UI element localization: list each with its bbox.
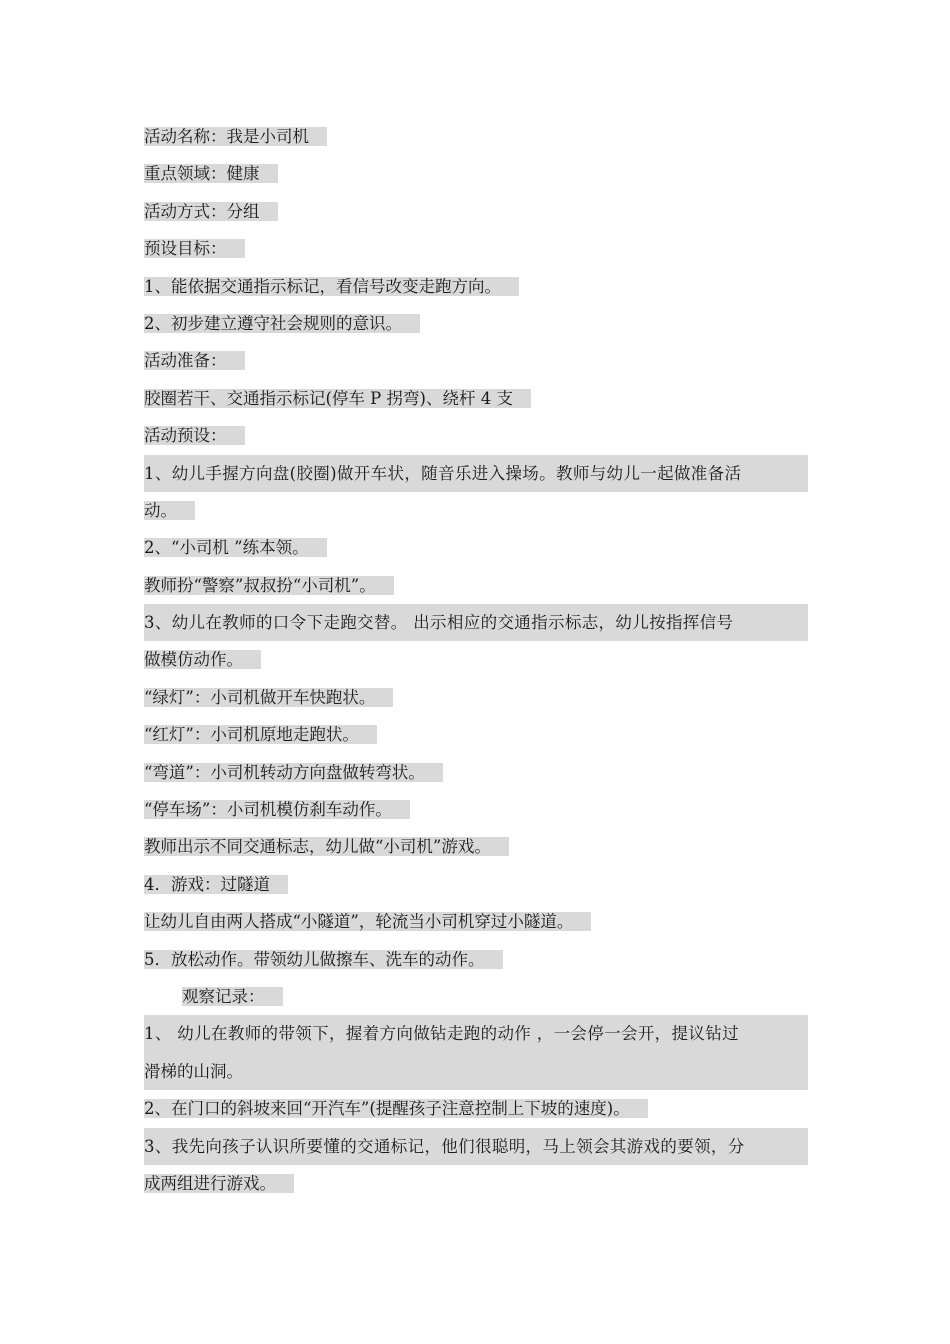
curve-line [144, 754, 808, 791]
step-3-text: 3、幼儿在教师的口令下走跑交替。 出示相应的交通指示标志，幼儿按指挥信号 [144, 604, 808, 641]
activity-name-line [144, 118, 808, 155]
procedure-heading-text: 活动预设： [144, 426, 245, 445]
goals-heading-line [144, 230, 808, 267]
observation-2-line [144, 1090, 808, 1127]
step-3-cont-text: 做模仿动作。 [144, 650, 261, 669]
green-light-text: “绿灯”：小司机做开车快跑状。 [144, 688, 393, 707]
step-1-cont-line [144, 492, 808, 529]
focus-area-text: 重点领域：健康 [144, 164, 278, 183]
observation-3-cont-text: 成两组进行游戏。 [144, 1174, 294, 1193]
procedure-heading-line [144, 417, 808, 454]
step-1-text: 1、幼儿手握方向盘(胶圈)做开车状，随音乐进入操场。教师与幼儿一起做准备活 [144, 455, 808, 492]
step-3-cont-line [144, 641, 808, 678]
observation-heading-text: 观察记录： [182, 987, 283, 1006]
parking-text: “停车场”：小司机模仿刹车动作。 [144, 800, 410, 819]
step-1-line [144, 455, 808, 492]
step-4-line [144, 866, 808, 903]
goal-1-text: 1、能依据交通指示标记，看信号改变走跑方向。 [144, 277, 519, 296]
observation-3-cont-line [144, 1165, 808, 1202]
step-2-line [144, 529, 808, 566]
goal-1-line [144, 268, 808, 305]
observation-1-line [144, 1015, 808, 1052]
traffic-game-line [144, 828, 808, 865]
preparation-heading-text: 活动准备： [144, 351, 245, 370]
preparation-heading-line [144, 342, 808, 379]
observation-heading-line [144, 978, 808, 1015]
curve-text: “弯道”：小司机转动方向盘做转弯状。 [144, 763, 443, 782]
step-1-cont-text: 动。 [144, 501, 195, 520]
observation-3-text: 3、我先向孩子认识所要懂的交通标记，他们很聪明，马上领会其游戏的要领，分 [144, 1128, 808, 1165]
step-2-detail-text: 教师扮“警察”叔叔扮“小司机”。 [144, 576, 394, 595]
activity-mode-line [144, 193, 808, 230]
materials-text: 胶圈若干、交通指示标记(停车 P 拐弯)、绕杆 4 支 [144, 389, 531, 408]
step-5-line [144, 941, 808, 978]
step-4-text: 4．游戏：过隧道 [144, 875, 288, 894]
step-5-text: 5．放松动作。带领幼儿做擦车、洗车的动作。 [144, 950, 503, 969]
goals-heading-text: 预设目标： [144, 239, 245, 258]
activity-mode-text: 活动方式：分组 [144, 202, 278, 221]
red-light-line [144, 716, 808, 753]
goal-2-line [144, 305, 808, 342]
focus-area-line [144, 155, 808, 192]
red-light-text: “红灯”：小司机原地走跑状。 [144, 725, 377, 744]
traffic-game-text: 教师出示不同交通标志，幼儿做“小司机”游戏。 [144, 837, 509, 856]
green-light-line [144, 679, 808, 716]
step-4-detail-line [144, 903, 808, 940]
step-4-detail-text: 让幼儿自由两人搭成“小隧道”，轮流当小司机穿过小隧道。 [144, 912, 591, 931]
step-3-line [144, 604, 808, 641]
document-body [144, 118, 808, 1202]
parking-line [144, 791, 808, 828]
observation-1-cont-text: 滑梯的山洞。 [144, 1053, 808, 1090]
observation-1-cont-line [144, 1053, 808, 1090]
observation-1-text: 1、 幼儿在教师的带领下，握着方向做钻走跑的动作 ，一会停一会开，提议钻过 [144, 1015, 808, 1052]
step-2-text: 2、“小司机 ”练本领。 [144, 538, 327, 557]
step-2-detail-line [144, 567, 808, 604]
goal-2-text: 2、初步建立遵守社会规则的意识。 [144, 314, 420, 333]
activity-name-text: 活动名称：我是小司机 [144, 127, 327, 146]
observation-2-text: 2、在门口的斜坡来回“开汽车”(提醒孩子注意控制上下坡的速度)。 [144, 1099, 648, 1118]
observation-3-line [144, 1128, 808, 1165]
materials-line [144, 380, 808, 417]
